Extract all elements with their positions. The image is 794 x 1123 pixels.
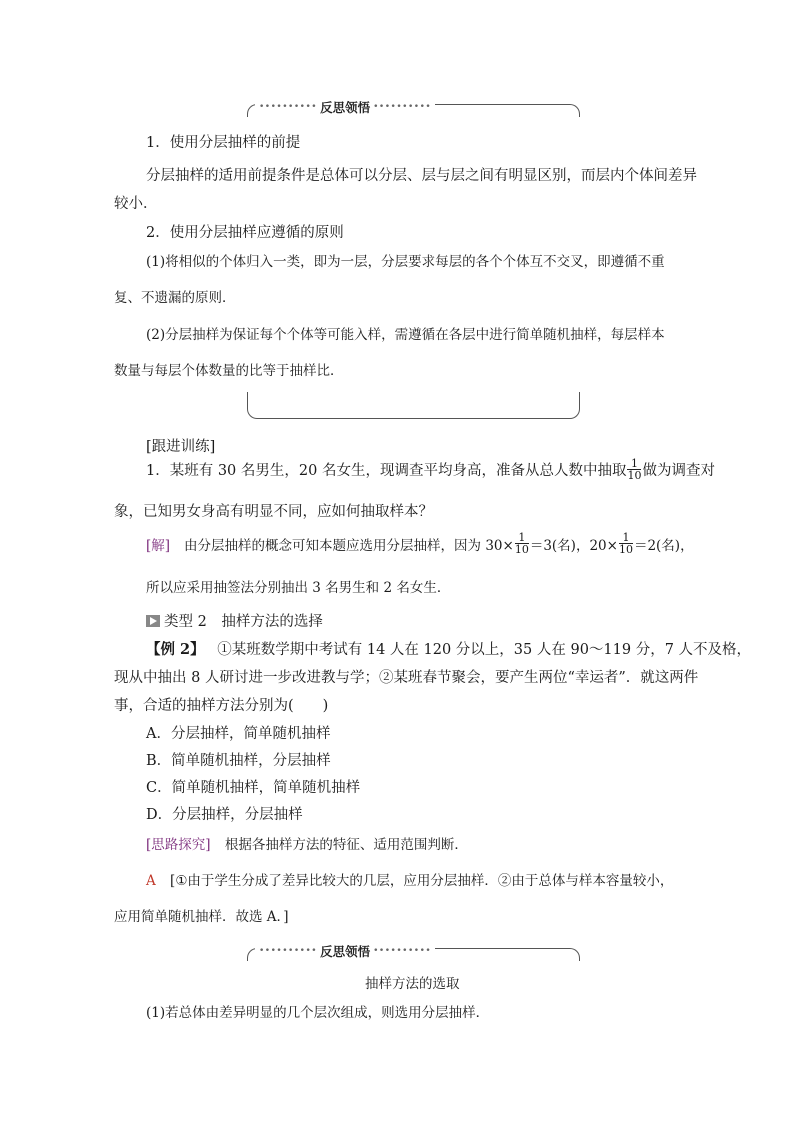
solution-tag: [解] [146,537,171,554]
play-icon [146,615,160,627]
option-a: A．分层抽样，简单随机抽样 [146,726,331,742]
option-c: C．简单随机抽样，简单随机抽样 [146,780,361,796]
item-1-text-line: 较小． [114,196,158,212]
box-2-line: (1)若总体由差异明显的几个层次组成，则选用分层抽样． [146,1005,490,1021]
dots-decoration: •••••••••• [373,102,432,112]
question-text: 1．某班有 30 名男生，20 名女生，现调查平均身高，准备从总人数中抽取 [146,463,627,479]
example-line: 现从中抽出 8 人研讨进一步改进教与学；②某班春节聚会，要产生两位“幸运者”．就这两件 [114,670,699,686]
fraction [515,532,529,555]
reflection-box-bottom-border [247,392,580,419]
principle-2-line: 数量与每层个体数量的比等于抽样比． [114,363,344,379]
solution-line: 所以应采用抽签法分别抽出 3 名男生和 2 名女生． [146,580,451,596]
idea-tag: [思路探究] [146,837,211,853]
dots-decoration: •••••••••• [373,946,432,956]
reflection-banner-label: 反思领悟 [320,944,371,959]
question-text: 做为调查对 [642,463,715,479]
dots-decoration: •••••••••• [259,102,318,112]
item-1-title: 1．使用分层抽样的前提 [146,135,301,151]
principle-1-line: 复、不遗漏的原则． [114,290,236,306]
item-1-text-line: 分层抽样的适用前提条件是总体可以分层、层与层之间有明显区别，而层内个体间差异 [146,168,697,184]
dots-decoration: •••••••••• [259,946,318,956]
solution-text: 由分层抽样的概念可知本题应选用分层抽样，因为 30× [184,537,514,554]
option-b: B．简单随机抽样，分层抽样 [146,753,331,769]
answer-line [146,869,673,889]
option-d: D．分层抽样，分层抽样 [146,807,303,823]
box-2-title: 抽样方法的选取 [365,976,460,992]
question-line [146,458,715,481]
type-2-label: 类型 2 抽样方法的选择 [164,614,323,630]
solution-text: ＝2(名)， [633,537,694,554]
example-tag: 【例 2】 [146,641,205,658]
question-line: 象，已知男女身高有明显不同，应如何抽取样本？ [114,504,433,520]
idea-line [146,833,468,853]
fraction-denominator: 10 [514,543,529,556]
example-text: ①某班数学期中考试有 14 人在 120 分以上，35 人在 90～119 分，7 人不及格， [217,642,752,658]
reflection-banner [255,942,435,960]
fraction [619,532,633,555]
principle-1-line: (1)将相似的个体归入一类，即为一层，分层要求每层的各个个体互不交叉，即遵循不重 [146,254,665,270]
fraction-numerator: 1 [515,532,529,544]
idea-text: 根据各抽样方法的特征、适用范围判断． [224,837,468,853]
fraction-denominator: 10 [627,469,642,482]
solution-text: ＝3(名)，20× [529,537,618,554]
fraction-numerator: 1 [619,532,633,544]
answer-letter: A [146,873,156,889]
principle-2-line: (2)分层抽样为保证每个个体等可能入样，需遵循在各层中进行简单随机抽样，每层样本 [146,327,665,343]
answer-line: 应用简单随机抽样．故选 A．] [114,909,289,925]
fraction-numerator: 1 [627,458,641,470]
fraction [627,458,641,481]
example-line [146,638,751,659]
reflection-banner-label: 反思领悟 [320,100,371,115]
fraction-denominator: 10 [618,543,633,556]
example-line: 事，合适的抽样方法分别为( ) [114,698,329,714]
reflection-banner [255,98,435,116]
answer-text: [①由于学生分成了差异比较大的几层，应用分层抽样．②由于总体与样本容量较小， [170,873,674,889]
type-2-header [146,610,323,631]
item-2-title: 2．使用分层抽样应遵循的原则 [146,225,344,241]
solution-line [146,532,694,555]
training-tag: [跟进训练] [146,439,216,455]
